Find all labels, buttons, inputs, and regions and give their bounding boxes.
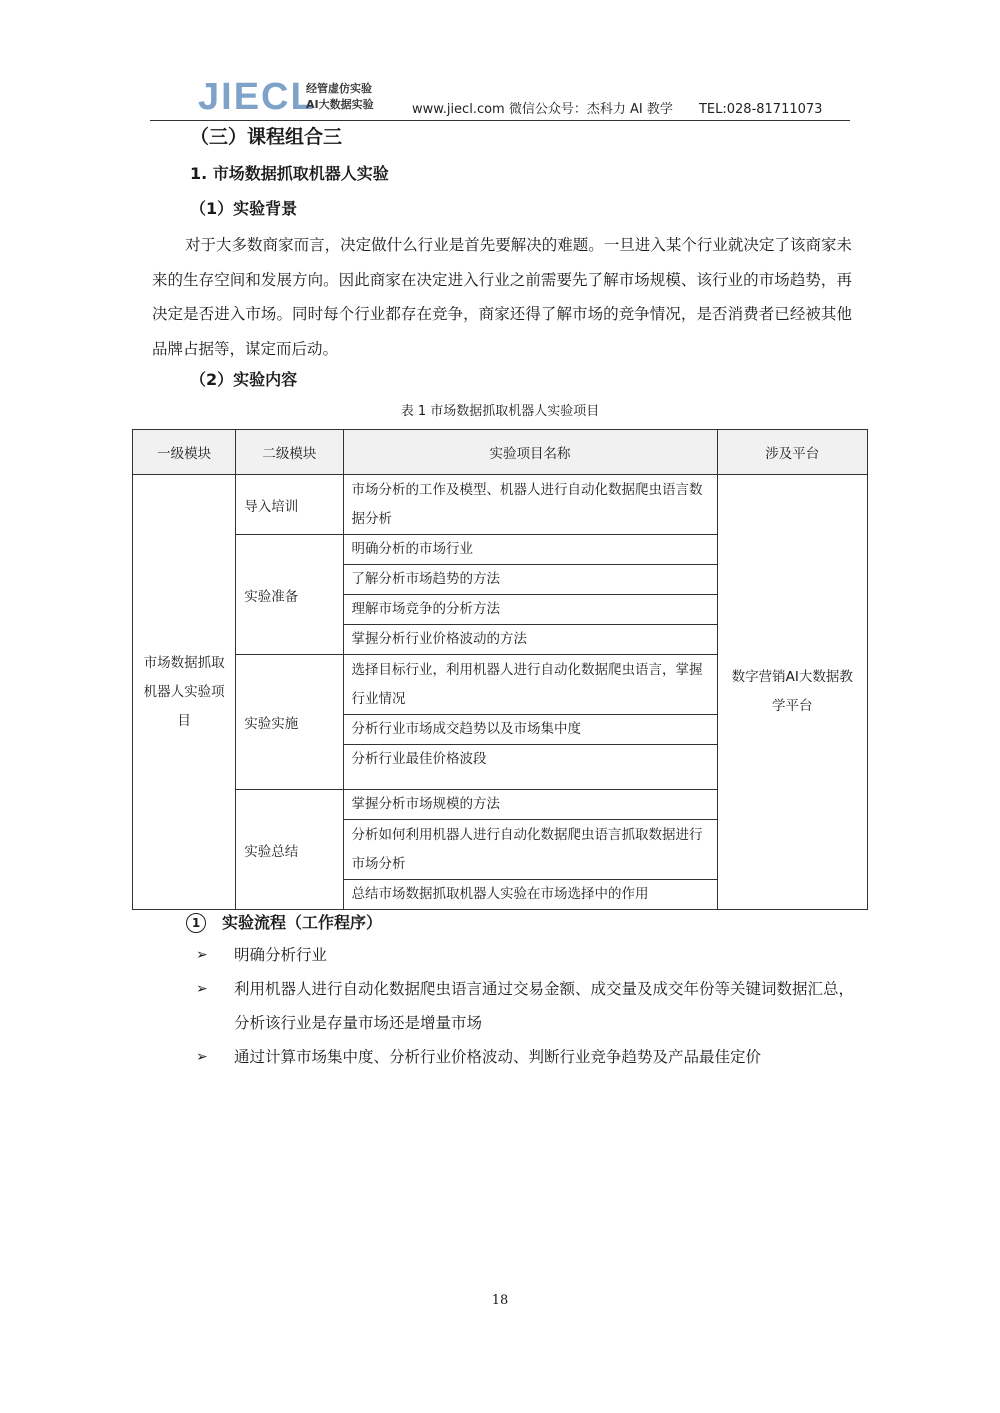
project-cell: 了解分析市场趋势的方法 (343, 565, 717, 595)
logo-subtitle (306, 81, 374, 113)
level2-cell: 导入培训 (236, 475, 343, 535)
project-cell: 掌握分析行业价格波动的方法 (343, 625, 717, 655)
logo-subtitle-line-1: 经管虚仿实验 (306, 82, 372, 95)
header-cell-platform: 涉及平台 (717, 430, 867, 475)
logo: JIECL (198, 76, 316, 118)
background-heading: （1）实验背景 (190, 199, 298, 218)
experiment-table (132, 429, 868, 910)
platform-cell: 数字营销AI大数据教学平台 (717, 475, 867, 910)
logo-subtitle-line-2: AI大数据实验 (306, 98, 374, 111)
list-item-text: 通过计算市场集中度、分析行业价格波动、判断行业竞争趋势及产品最佳定价 (234, 1048, 762, 1066)
header-cell-level1: 一级模块 (133, 430, 236, 475)
flow-heading-text: 实验流程（工作程序） (222, 913, 383, 932)
circled-number-icon: 1 (186, 913, 206, 933)
list-item (196, 1040, 856, 1074)
project-cell: 明确分析的市场行业 (343, 535, 717, 565)
level2-cell: 实验总结 (236, 790, 343, 910)
project-cell: 掌握分析市场规模的方法 (343, 790, 717, 820)
arrow-bullet-icon: ➢ (196, 1049, 208, 1065)
project-cell: 选择目标行业，利用机器人进行自动化数据爬虫语言，掌握行业情况 (343, 655, 717, 715)
project-cell: 分析如何利用机器人进行自动化数据爬虫语言抓取数据进行市场分析 (343, 820, 717, 880)
page-header (150, 74, 850, 121)
header-contact (412, 98, 822, 117)
list-item-text: 利用机器人进行自动化数据爬虫语言通过交易金额、成交量及成交年份等关键词数据汇总，分析该行业是存量市场还是增量市场 (234, 980, 855, 1032)
header-website-wechat: www.jiecl.com 微信公众号：杰科力 AI 教学 (412, 102, 673, 117)
arrow-bullet-icon: ➢ (196, 947, 208, 963)
header-cell-level2: 二级模块 (236, 430, 343, 475)
list-item (196, 972, 856, 1040)
background-paragraph: 对于大多数商家而言，决定做什么行业是首先要解决的难题。一旦进入某个行业就决定了该商家未来的生存空间和发展方向。因此商家在决定进入行业之前需要先了解市场规模、该行业的市场趋势，再决定是否进入市场。同时每个行业都存在竞争，商家还得了解市场的竞争情况，是否消费者已经被其他品牌占据等，谋定而后动。 (152, 236, 852, 358)
flow-list (196, 938, 856, 1074)
level2-cell: 实验实施 (236, 655, 343, 790)
list-item-text: 明确分析行业 (234, 946, 328, 964)
section-title: （三）课程组合三 (190, 126, 343, 148)
project-cell: 分析行业最佳价格波段 (343, 745, 717, 790)
list-item (196, 938, 856, 972)
table-caption: 表 1 市场数据抓取机器人实验项目 (400, 404, 600, 419)
header-cell-project: 实验项目名称 (343, 430, 717, 475)
table-row (133, 475, 868, 535)
table-header-row (133, 430, 868, 475)
project-cell: 分析行业市场成交趋势以及市场集中度 (343, 715, 717, 745)
level1-cell: 市场数据抓取机器人实验项目 (133, 475, 236, 910)
project-cell: 理解市场竞争的分析方法 (343, 595, 717, 625)
page-number: 18 (491, 1293, 509, 1308)
header-phone: TEL:028-81711073 (698, 102, 823, 117)
project-cell: 总结市场数据抓取机器人实验在市场选择中的作用 (343, 880, 717, 910)
project-cell: 市场分析的工作及模型、机器人进行自动化数据爬虫语言数据分析 (343, 475, 717, 535)
level2-cell: 实验准备 (236, 535, 343, 655)
flow-heading (186, 910, 382, 933)
subsection-title: 1. 市场数据抓取机器人实验 (190, 164, 389, 183)
content-heading: （2）实验内容 (190, 370, 298, 389)
arrow-bullet-icon: ➢ (196, 981, 208, 997)
